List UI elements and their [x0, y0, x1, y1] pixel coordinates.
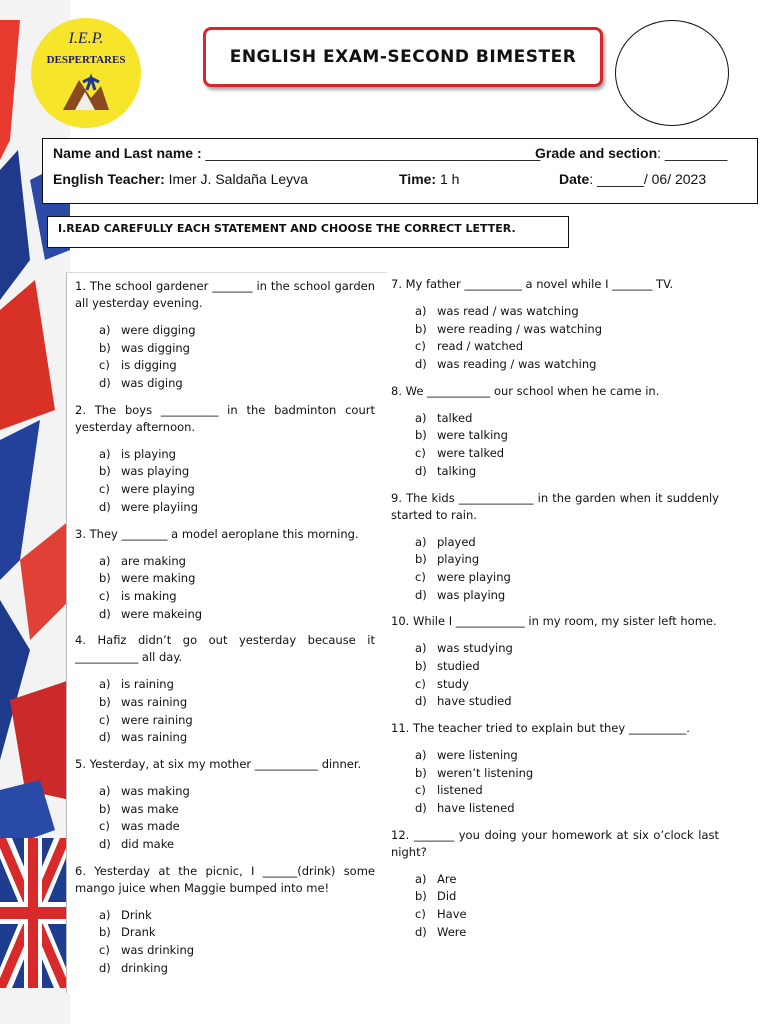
answer-option[interactable]: [99, 606, 375, 624]
option-text: playing: [437, 552, 480, 567]
option-letter: c): [99, 482, 110, 497]
option-text: have listened: [437, 801, 515, 816]
questions-column-right: [391, 276, 719, 942]
exam-title: ENGLISH EXAM-SECOND BIMESTER: [229, 47, 577, 67]
option-text: drinking: [121, 960, 168, 975]
option-text: read / watched: [437, 339, 524, 354]
option-letter: d): [99, 376, 111, 391]
option-letter: d): [415, 694, 427, 709]
option-letter: c): [415, 569, 426, 584]
option-letter: b): [99, 925, 111, 940]
answer-option[interactable]: [415, 445, 719, 463]
option-letter: d): [99, 837, 111, 852]
option-text: was diging: [121, 376, 183, 391]
answer-options: [75, 446, 375, 517]
option-text: was raining: [121, 730, 188, 745]
school-logo: [31, 18, 141, 128]
option-letter: a): [99, 446, 111, 461]
question-text: 1. The school gardener _______ in the school garden all yesterday evening.: [75, 279, 375, 310]
answer-option[interactable]: [99, 818, 375, 836]
option-text: were playiing: [121, 499, 199, 514]
answer-option[interactable]: [99, 907, 375, 925]
option-letter: b): [415, 658, 427, 673]
answer-option[interactable]: [99, 446, 375, 464]
option-letter: a): [99, 784, 111, 798]
answer-options: [75, 783, 375, 854]
option-letter: b): [415, 428, 427, 443]
question-block: [75, 756, 375, 854]
option-letter: a): [99, 323, 111, 337]
time-row: [399, 171, 459, 187]
option-letter: d): [415, 587, 427, 602]
answer-option[interactable]: [415, 640, 719, 658]
answer-option[interactable]: [99, 463, 375, 481]
option-letter: d): [415, 357, 427, 372]
option-letter: a): [415, 304, 427, 318]
option-text: were makeing: [121, 606, 203, 621]
question-text: 8. We ___________ our school when he came in.: [391, 383, 660, 398]
answer-option[interactable]: [415, 693, 719, 711]
option-letter: a): [415, 534, 427, 549]
answer-option[interactable]: [99, 801, 375, 819]
answer-option[interactable]: [415, 534, 719, 552]
answer-options: [391, 640, 719, 711]
option-text: was playing: [121, 464, 190, 479]
questions-column-left: [75, 278, 375, 978]
option-text: weren’t listening: [437, 765, 534, 780]
answer-option[interactable]: [99, 729, 375, 747]
option-letter: a): [415, 641, 427, 656]
question-block: [391, 276, 719, 374]
answer-option[interactable]: [415, 410, 719, 428]
question-block: [391, 720, 719, 818]
question-text: 6. Yesterday at the picnic, I ______(drink) some mango juice when Maggie bumped into me!: [75, 863, 375, 895]
instructions-box: [47, 216, 569, 248]
answer-option[interactable]: [99, 375, 375, 393]
option-text: studied: [437, 658, 480, 673]
answer-option[interactable]: [415, 765, 719, 783]
option-letter: c): [415, 783, 426, 798]
option-text: was digging: [121, 340, 190, 355]
answer-option[interactable]: [415, 676, 719, 694]
option-letter: c): [99, 588, 110, 603]
option-letter: b): [415, 321, 427, 336]
question-text: 12. _______ you doing your homework at six o’clock last night?: [391, 827, 719, 859]
option-letter: a): [99, 553, 111, 568]
option-text: was made: [121, 819, 180, 834]
option-letter: d): [415, 924, 427, 939]
answer-option[interactable]: [415, 551, 719, 569]
logo-iep-text: I.E.P.: [68, 30, 104, 47]
option-text: talking: [437, 463, 477, 478]
option-text: were talking: [437, 428, 508, 443]
answer-options: [75, 907, 375, 978]
answer-option[interactable]: [415, 871, 719, 889]
option-text: were reading / was watching: [437, 321, 603, 336]
option-text: is making: [121, 588, 177, 603]
answer-option[interactable]: [415, 569, 719, 587]
grade-row: [535, 145, 727, 161]
student-info-box: [42, 138, 758, 204]
option-letter: c): [99, 819, 110, 834]
option-letter: c): [415, 446, 426, 461]
option-text: Have: [437, 907, 467, 922]
option-text: were playing: [121, 482, 195, 497]
answer-option[interactable]: [415, 924, 719, 942]
question-block: [75, 632, 375, 747]
option-letter: c): [415, 676, 426, 691]
option-text: are making: [121, 553, 186, 568]
answer-option[interactable]: [99, 783, 375, 801]
answer-option[interactable]: [99, 570, 375, 588]
option-text: listened: [437, 783, 483, 798]
teacher-value: Imer J. Saldaña Leyva: [168, 171, 308, 187]
option-letter: b): [99, 571, 111, 586]
option-letter: d): [99, 730, 111, 745]
option-text: was raining: [121, 694, 188, 709]
teacher-label: English Teacher:: [53, 171, 165, 187]
answer-option[interactable]: [415, 303, 719, 321]
grade-label: Grade and section: [535, 145, 658, 161]
option-letter: c): [99, 943, 110, 958]
answer-options: [391, 534, 719, 605]
answer-option[interactable]: [99, 357, 375, 375]
answer-option[interactable]: [99, 836, 375, 854]
option-letter: a): [415, 748, 427, 762]
option-text: talked: [437, 410, 473, 425]
name-blank[interactable]: ___________________________________________: [205, 145, 541, 161]
option-letter: c): [99, 712, 110, 727]
option-text: study: [437, 676, 469, 691]
option-text: were playing: [437, 569, 511, 584]
answer-option[interactable]: [415, 463, 719, 481]
option-text: Are: [437, 871, 457, 886]
option-text: were making: [121, 571, 196, 586]
option-letter: d): [99, 499, 111, 514]
option-letter: a): [415, 410, 427, 425]
option-letter: c): [415, 339, 426, 354]
question-block: [75, 278, 375, 393]
option-letter: b): [415, 765, 427, 780]
option-letter: b): [99, 801, 111, 816]
instructions-heading: I.READ CAREFULLY EACH STATEMENT AND CHOOSE THE CORRECT LETTER.: [58, 222, 516, 235]
answer-options: [391, 871, 719, 942]
option-text: was reading / was watching: [437, 357, 597, 372]
option-text: was studying: [437, 641, 513, 656]
answer-option[interactable]: [99, 676, 375, 694]
option-letter: a): [99, 677, 111, 692]
answer-option[interactable]: [415, 587, 719, 605]
option-letter: d): [415, 801, 427, 816]
answer-option[interactable]: [415, 747, 719, 765]
option-text: was read / was watching: [437, 304, 579, 318]
time-value: 1 h: [439, 171, 460, 187]
option-text: were listening: [437, 748, 518, 762]
answer-option[interactable]: [99, 340, 375, 358]
option-text: played: [437, 534, 476, 549]
option-text: was drinking: [121, 943, 195, 958]
option-text: have studied: [437, 694, 512, 709]
answer-option[interactable]: [99, 942, 375, 960]
option-text: Drank: [121, 925, 156, 940]
option-text: did make: [121, 837, 175, 852]
answer-option[interactable]: [99, 499, 375, 517]
question-block: [391, 827, 719, 942]
answer-option[interactable]: [99, 553, 375, 571]
option-letter: a): [99, 907, 111, 922]
answer-option[interactable]: [99, 322, 375, 340]
question-text: 9. The kids _____________ in the garden when it suddenly started to rain.: [391, 490, 719, 522]
question-block: [391, 490, 719, 605]
time-label: Time:: [399, 171, 437, 187]
option-letter: b): [99, 694, 111, 709]
question-block: [75, 402, 375, 517]
option-letter: c): [99, 358, 110, 373]
question-text: 7. My father __________ a novel while I _______ TV.: [391, 277, 674, 291]
option-letter: b): [99, 340, 111, 355]
option-text: were digging: [121, 323, 196, 337]
answer-option[interactable]: [99, 694, 375, 712]
answer-option[interactable]: [415, 427, 719, 445]
option-text: was playing: [437, 587, 506, 602]
option-text: were talked: [437, 446, 505, 461]
name-row: [53, 145, 540, 161]
option-text: was making: [121, 784, 190, 798]
date-label: Date: [559, 171, 590, 187]
option-letter: c): [415, 907, 426, 922]
date-row: [559, 171, 706, 187]
option-letter: d): [99, 960, 111, 975]
logo-school-name: DESPERTARES: [46, 54, 126, 66]
question-text: 4. Hafiz didn’t go out yesterday because it ___________ all day.: [75, 633, 375, 665]
question-block: [75, 863, 375, 978]
question-text: 3. They ________ a model aeroplane this morning.: [75, 526, 359, 541]
answer-option[interactable]: [99, 960, 375, 978]
answer-option[interactable]: [415, 906, 719, 924]
option-letter: b): [99, 464, 111, 479]
option-text: were raining: [121, 712, 193, 727]
answer-options: [391, 410, 719, 481]
option-text: Did: [437, 889, 457, 904]
option-letter: d): [415, 463, 427, 478]
question-text: 2. The boys __________ in the badminton court yesterday afternoon.: [75, 402, 375, 434]
answer-option[interactable]: [99, 481, 375, 499]
answer-option[interactable]: [415, 338, 719, 356]
logo-emblem-icon: [61, 70, 111, 112]
exam-title-box: [203, 27, 603, 87]
answer-option[interactable]: [99, 924, 375, 942]
option-letter: d): [99, 606, 111, 621]
question-block: [75, 526, 375, 624]
photo-placeholder: [615, 20, 729, 126]
answer-options: [75, 322, 375, 393]
option-text: is playing: [121, 446, 176, 461]
answer-options: [391, 747, 719, 818]
option-text: is raining: [121, 677, 174, 692]
question-text: 10. While I ____________ in my room, my sister left home.: [391, 614, 717, 629]
name-label: Name and Last name :: [53, 145, 202, 161]
answer-options: [75, 676, 375, 747]
option-letter: b): [415, 552, 427, 567]
question-block: [391, 613, 719, 711]
answer-option[interactable]: [415, 658, 719, 676]
option-text: is digging: [121, 358, 177, 373]
answer-option[interactable]: [415, 888, 719, 906]
option-letter: a): [415, 871, 427, 886]
question-block: [391, 383, 719, 481]
option-text: Drink: [121, 907, 152, 922]
option-letter: b): [415, 889, 427, 904]
question-text: 11. The teacher tried to explain but they __________.: [391, 721, 690, 735]
answer-option[interactable]: [415, 782, 719, 800]
answer-option[interactable]: [99, 588, 375, 606]
option-text: was make: [121, 801, 179, 816]
date-value[interactable]: : ______/ 06/ 2023: [589, 171, 707, 187]
answer-option[interactable]: [415, 321, 719, 339]
answer-option[interactable]: [415, 800, 719, 818]
answer-option[interactable]: [415, 356, 719, 374]
answer-option[interactable]: [99, 712, 375, 730]
teacher-row: [53, 171, 308, 187]
answer-options: [75, 553, 375, 624]
grade-blank[interactable]: : ________: [657, 145, 728, 161]
question-text: 5. Yesterday, at six my mother ___________ dinner.: [75, 757, 362, 771]
answer-options: [391, 303, 719, 374]
option-text: Were: [437, 924, 467, 939]
